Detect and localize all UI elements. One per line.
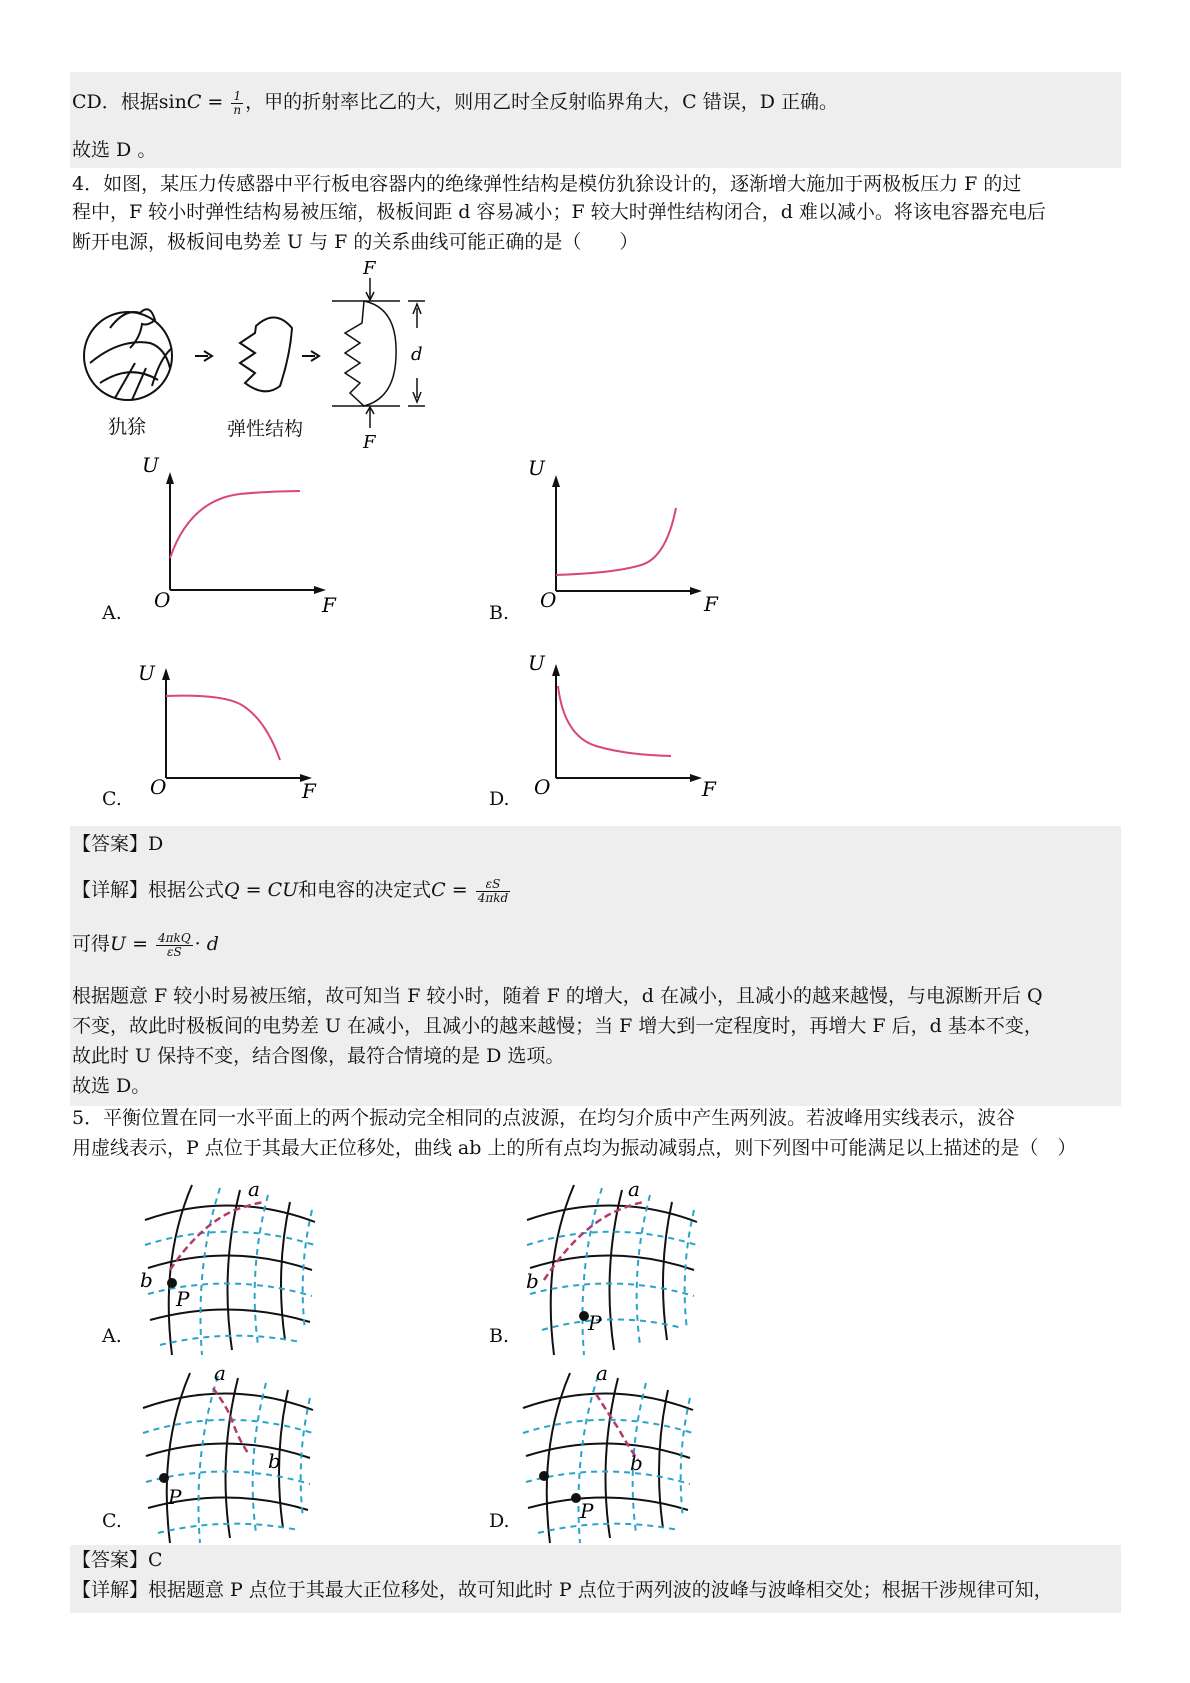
armadillo-figure (80, 258, 480, 453)
q4-stem-line2: 程中，F 较小时弹性结构易被压缩，极板间距 d 容易减小；F 较大时弹性结构闭合，d 难以减小。将该电容器充电后 (72, 201, 1046, 223)
q4-stem-line3: 断开电源，极板间电势差 U 与 F 的关系曲线可能正确的是（ ） (72, 231, 639, 253)
graph-a (130, 453, 390, 630)
q5-detail: 【详解】根据题意 P 点位于其最大正位移处，故可知此时 P 点位于两列波的波峰与波峰相交处；根据干涉规律可知， (72, 1579, 1053, 1601)
fig-F-top: F (363, 258, 376, 279)
q4-explanation-line3: 故此时 U 保持不变，结合图像，最符合情境的是 D 选项。 (72, 1045, 565, 1067)
q3-choose: 故选 D 。 (72, 139, 157, 161)
q4-detail-formula: 【详解】根据公式Q = CU和电容的决定式C = $\frac{\varepsilon S}{\text{4πkd}}$ (72, 876, 509, 905)
q5-option-c: C. (102, 1510, 122, 1532)
fraction-4pikQ-eS: $\frac{\text{4πkQ}}{\varepsilon S}$ (158, 930, 191, 959)
label-a: a (248, 1177, 260, 1201)
option-c-label: C. (102, 788, 122, 810)
axis-f-label: F (322, 593, 336, 617)
label-a: a (628, 1177, 640, 1201)
axis-u-label: U (528, 456, 545, 480)
graph-b (516, 456, 776, 633)
label-b: b (140, 1268, 153, 1292)
option-b-label: B. (489, 602, 510, 624)
wave-figure-b (522, 1177, 752, 1360)
curve-c (166, 696, 280, 760)
axis-u-label: U (138, 661, 155, 685)
q5-option-b: B. (489, 1325, 510, 1347)
origin-label: O (150, 775, 167, 799)
wave-figure-d (518, 1361, 748, 1548)
graph-d (516, 651, 776, 806)
answer-block-q3 (70, 72, 1121, 168)
elastic-structure-shape (240, 317, 292, 391)
q5-option-a: A. (102, 1325, 122, 1347)
point-p (159, 1473, 169, 1483)
curve-b (556, 508, 676, 575)
q5-answer: 【答案】C (72, 1549, 163, 1571)
label-b: b (630, 1451, 643, 1475)
axis-f-label: F (704, 592, 718, 616)
label-p: P (580, 1499, 594, 1523)
q4-explanation-line1: 根据题意 F 较小时易被压缩，故可知当 F 较小时，随着 F 的增大，d 在减小，且减小的越来越慢，与电源断开后 Q (72, 985, 1043, 1007)
arrow-right-icon-2 (302, 351, 319, 361)
fig-d: d (411, 344, 423, 365)
origin-label: O (154, 588, 171, 612)
label-p: P (588, 1311, 602, 1335)
axis-f-label: F (702, 777, 716, 801)
origin-label: O (540, 588, 557, 612)
q5-option-d: D. (489, 1510, 510, 1532)
fraction-eS-4pikd: $\frac{\varepsilon S}{\text{4πkd}}$ (477, 876, 509, 905)
q4-answer: 【答案】D (72, 833, 164, 855)
label-p: P (176, 1287, 190, 1311)
q4-stem-line1: 4．如图，某压力传感器中平行板电容器内的绝缘弹性结构是模仿犰狳设计的，逐渐增大施加于两极板压力 F 的过 (72, 173, 1022, 195)
label-p: P (168, 1485, 182, 1509)
option-a-label: A. (102, 602, 122, 624)
label-a: a (596, 1361, 608, 1385)
axis-f-label: F (302, 779, 316, 803)
label-elastic-structure: 弹性结构 (227, 418, 304, 440)
curve-a (170, 491, 300, 558)
q5-stem-line1: 5．平衡位置在同一水平面上的两个振动完全相同的点波源，在均匀介质中产生两列波。若波峰用实线表示，波谷 (72, 1107, 1016, 1129)
axis-u-label: U (528, 651, 545, 675)
label-a: a (214, 1361, 226, 1385)
graph-c (130, 660, 390, 810)
fig-F-bottom: F (363, 432, 376, 453)
arrow-right-icon (195, 351, 212, 361)
axis-u-label: U (142, 453, 159, 477)
label-armadillo: 犰狳 (108, 416, 147, 438)
q4-derivation: 可得U = $\frac{\text{4πkQ}}{\varepsilon S}$ · d (72, 930, 219, 959)
curve-d (558, 686, 671, 756)
q4-choose: 故选 D。 (72, 1075, 151, 1097)
fraction-1-over-n: $\frac{1}{n}$ (233, 88, 242, 117)
q4-explanation-line2: 不变，故此时极板间的电势差 U 在减小，且减小的越来越慢；当 F 增大到一定程度时，再增大 F 后，d 基本不变， (72, 1015, 1043, 1037)
point-p-1 (539, 1471, 549, 1481)
option-d-label: D. (489, 788, 510, 810)
wave-figure-c (138, 1361, 368, 1548)
label-b: b (526, 1269, 539, 1293)
label-b: b (268, 1449, 281, 1473)
origin-label: O (534, 775, 551, 799)
q5-stem-line2: 用虚线表示，P 点位于其最大正位移处，曲线 ab 上的所有点均为振动减弱点，则下列图中可能满足以上描述的是（ ） (72, 1137, 1077, 1159)
wave-figure-a (140, 1177, 370, 1360)
cd-statement: CD．根据sinC = $\frac{1}{n}$ ，甲的折射率比乙的大，则用乙时全反射临界角大，C 错误，D 正确。 (72, 88, 838, 117)
